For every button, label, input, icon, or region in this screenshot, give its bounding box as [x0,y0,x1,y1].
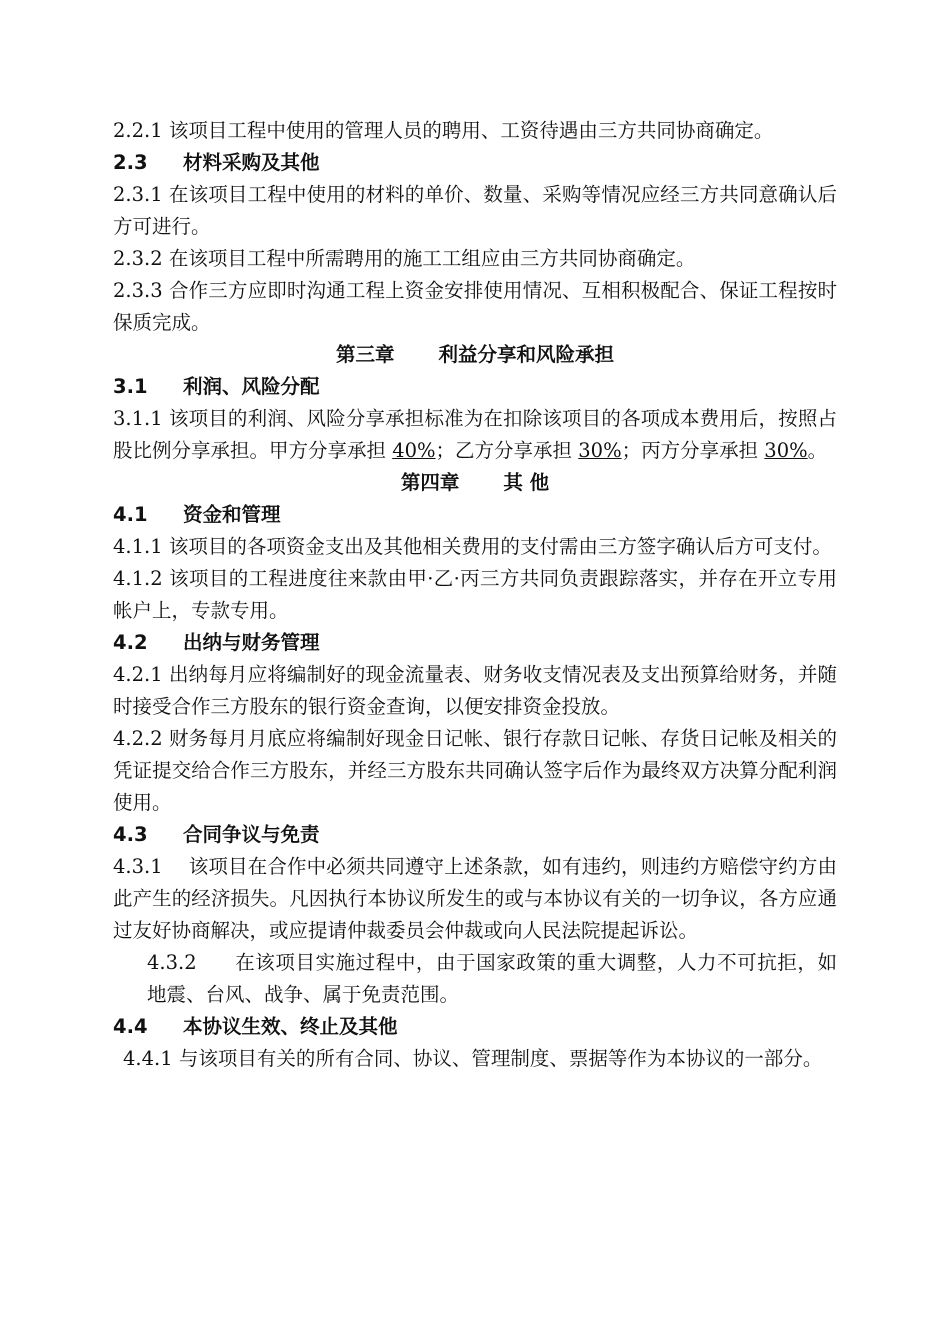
section-4-4-heading [113,1011,837,1043]
section-4-2-heading [113,627,837,659]
chapter-label: 第四章 [400,471,460,494]
clause-4-2-2: 4.2.2 财务每月月底应将编制好现金日记帐、银行存款日记帐、存货日记帐及相关的凭证提交给合作三方股东，并经三方股东共同确认签字后作为最终双方决算分配利润使用。 [113,727,837,814]
section-4-1-heading [113,499,837,531]
section-number: 4.1 [113,503,148,526]
chapter-title: 利益分享和风险承担 [438,343,615,366]
clause-2-3-2: 2.3.2 在该项目工程中所需聘用的施工工组应由三方共同协商确定。 [113,247,696,270]
section-number: 4.4 [113,1015,148,1038]
section-2-3-heading [113,147,837,179]
share-party-c: 30% [764,439,808,462]
clause-4-2-1: 4.2.1 出纳每月应将编制好的现金流量表、财务收支情况表及支出预算给财务，并随时接受合作三方股东的银行资金查询，以便安排资金投放。 [113,663,837,718]
section-title: 利润、风险分配 [183,375,320,398]
document-page [113,115,837,1075]
section-title: 本协议生效、终止及其他 [183,1015,398,1038]
section-number: 2.3 [113,151,148,174]
clause-3-1-1: 3.1.1 该项目的利润、风险分享承担标准为在扣除该项目的各项成本费用后，按照占股比例分享承担。甲方分享承担 40%；乙方分享承担 30%；丙方分享承担 30%。 [113,407,837,462]
section-title: 资金和管理 [183,503,281,526]
clause-2-2-1: 2.2.1 该项目工程中使用的管理人员的聘用、工资待遇由三方共同协商确定。 [113,119,774,142]
section-number: 4.2 [113,631,148,654]
clause-4-1-1: 4.1.1 该项目的各项资金支出及其他相关费用的支付需由三方签字确认后方可支付。 [113,535,832,558]
clause-4-1-2: 4.1.2 该项目的工程进度往来款由甲·乙·丙三方共同负责跟踪落实，并存在开立专用帐户上，专款专用。 [113,567,837,622]
chapter-4-heading [113,467,837,499]
section-title: 出纳与财务管理 [183,631,320,654]
share-party-b: 30% [578,439,622,462]
section-3-1-heading [113,371,837,403]
chapter-label: 第三章 [335,343,395,366]
clause-4-4-1: 4.4.1 与该项目有关的所有合同、协议、管理制度、票据等作为本协议的一部分。 [123,1047,823,1070]
chapter-title: 其 他 [503,471,550,494]
share-party-a: 40% [392,439,436,462]
section-4-3-heading [113,819,837,851]
clause-number: 4.3.1 [113,855,163,878]
chapter-3-heading [113,339,837,371]
clause-number: 4.3.2 [147,951,197,974]
clause-2-3-3: 2.3.3 合作三方应即时沟通工程上资金安排使用情况、互相积极配合、保证工程按时保质完成。 [113,279,837,334]
clause-2-3-1: 2.3.1 在该项目工程中使用的材料的单价、数量、采购等情况应经三方共同意确认后方可进行。 [113,183,837,238]
clause-4-3-1: 4.3.1 该项目在合作中必须共同遵守上述条款，如有违约，则违约方赔偿守约方由此产生的经济损失。凡因执行本协议所发生的或与本协议有关的一切争议，各方应通过友好协商解决，或应提请仲裁委员会仲裁或向人民法院提起诉讼。 [113,855,837,942]
section-title: 材料采购及其他 [183,151,320,174]
section-number: 3.1 [113,375,148,398]
clause-4-3-2: 4.3.2 在该项目实施过程中，由于国家政策的重大调整，人力不可抗拒，如地震、台风、战争、属于免责范围。 [147,951,837,1006]
section-number: 4.3 [113,823,148,846]
section-title: 合同争议与免责 [183,823,320,846]
